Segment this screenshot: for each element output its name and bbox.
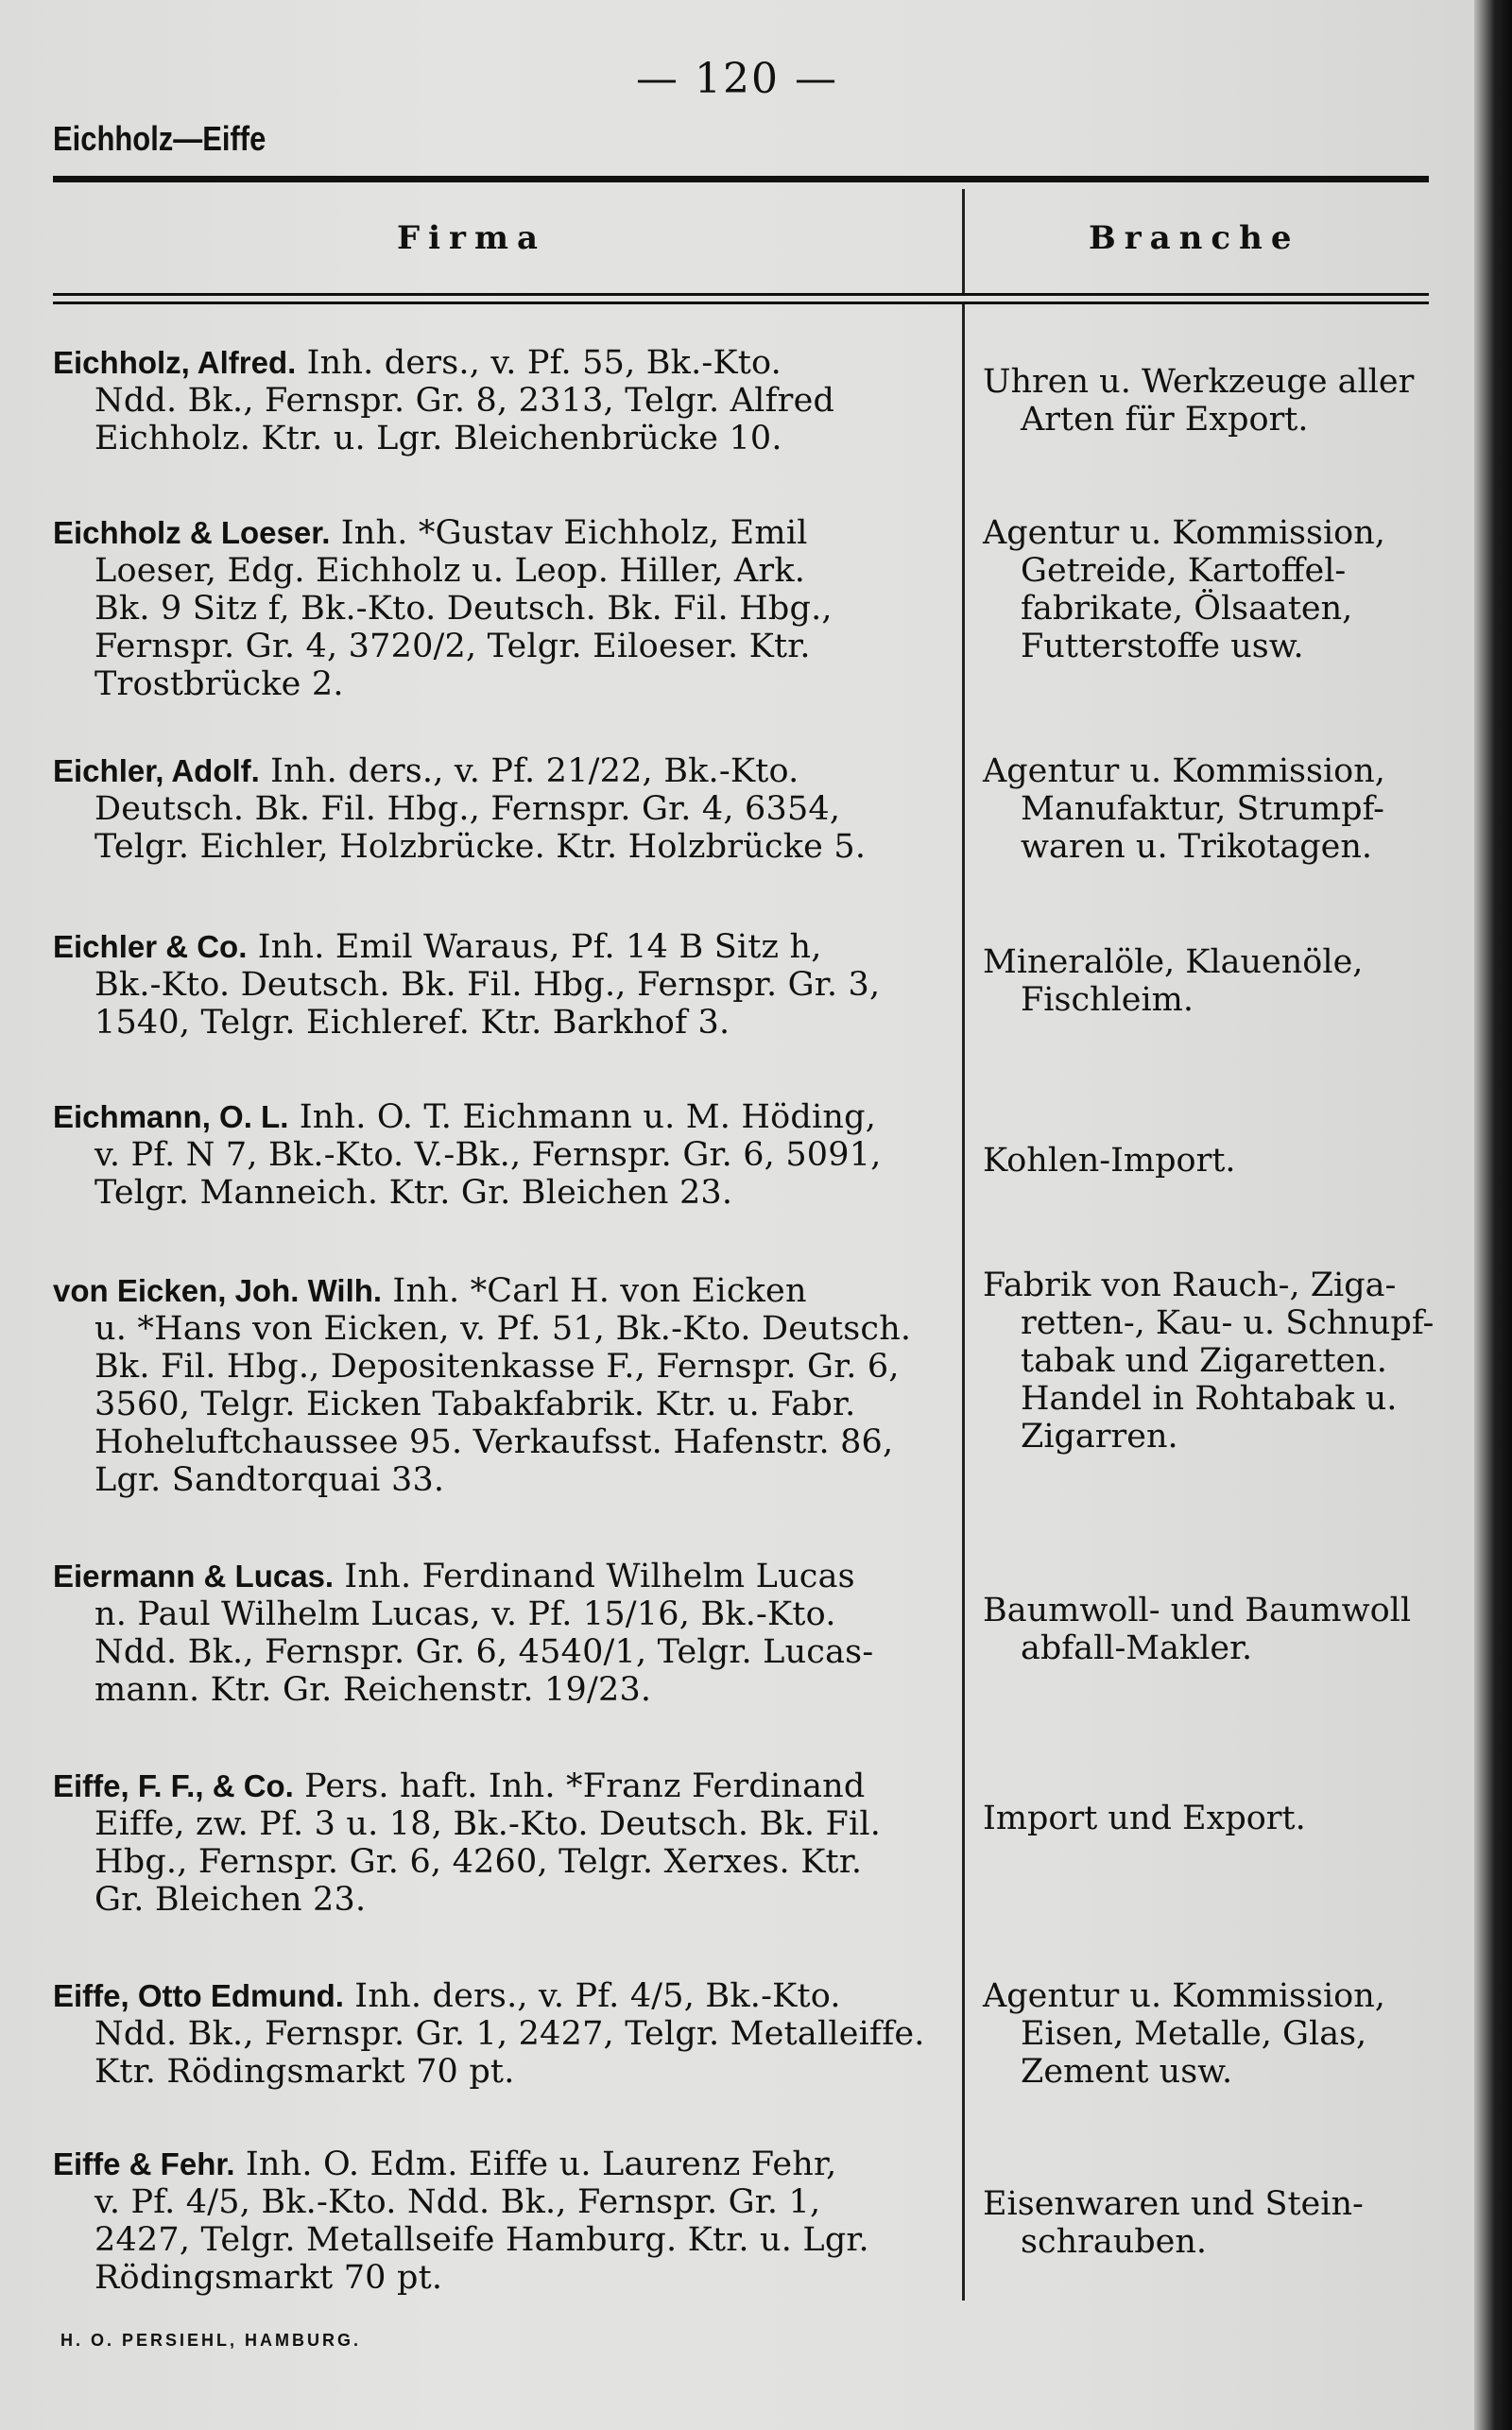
column-divider bbox=[962, 304, 965, 2301]
branche-text bbox=[983, 363, 1436, 439]
branche-line: schrauben. bbox=[1021, 2223, 1208, 2261]
firm-name: Eiffe, F. F., & Co. bbox=[53, 1768, 294, 1803]
entry-details: Inh. O. Edm. Eiffe u. Laurenz Fehr, bbox=[234, 2146, 837, 2183]
branche-line: Arten für Export. bbox=[1021, 401, 1309, 439]
branche-line: Baumwoll- und Baumwoll bbox=[983, 1592, 1412, 1629]
entry-details: Fernspr. Gr. 4, 3720/2, Telgr. Eiloeser. Ktr. bbox=[94, 628, 811, 665]
entry-details: Inh. *Gustav Eichholz, Emil bbox=[330, 514, 808, 552]
branche-text bbox=[983, 1977, 1436, 2091]
entry-details: Ndd. Bk., Fernspr. Gr. 8, 2313, Telgr. Alfred bbox=[94, 382, 835, 420]
directory-entry bbox=[53, 1767, 958, 1919]
firm-name: Eichholz & Loeser. bbox=[53, 515, 331, 550]
directory-entry bbox=[53, 1977, 958, 2091]
entry-details: 3560, Telgr. Eicken Tabakfabrik. Ktr. u. Fabr. bbox=[94, 1386, 856, 1423]
entry-details: 1540, Telgr. Eichleref. Ktr. Barkhof 3. bbox=[94, 1004, 730, 1042]
branche-line: retten-, Kau- u. Schnupf- bbox=[1021, 1304, 1435, 1342]
directory-entry bbox=[53, 514, 958, 703]
column-divider-header bbox=[962, 189, 965, 295]
branche-line: Agentur u. Kommission, bbox=[983, 752, 1385, 790]
page-number: — 120 — bbox=[636, 55, 838, 103]
branche-text bbox=[983, 514, 1436, 665]
branche-text bbox=[983, 1267, 1436, 1456]
entry-details: 2427, Telgr. Metallseife Hamburg. Ktr. u. Lgr. bbox=[94, 2221, 869, 2259]
printer-imprint: H. O. PERSIEHL, HAMBURG. bbox=[60, 2331, 362, 2350]
entry-details: Deutsch. Bk. Fil. Hbg., Fernspr. Gr. 4, 6354, bbox=[94, 790, 841, 828]
entry-details: Inh. Ferdinand Wilhelm Lucas bbox=[334, 1558, 855, 1595]
entry-details: Hbg., Fernspr. Gr. 6, 4260, Telgr. Xerxes. Ktr. bbox=[94, 1843, 863, 1881]
scan-edge bbox=[1474, 0, 1512, 2430]
entry-details: Ndd. Bk., Fernspr. Gr. 1, 2427, Telgr. Metalleiffe. bbox=[94, 2015, 925, 2053]
branche-line: Fabrik von Rauch-, Ziga- bbox=[983, 1267, 1397, 1304]
directory-entry bbox=[53, 928, 958, 1042]
firm-name: Eichmann, O. L. bbox=[53, 1099, 289, 1134]
branche-line: Fischleim. bbox=[1021, 981, 1194, 1019]
branche-line: tabak und Zigaretten. bbox=[1021, 1342, 1387, 1380]
entry-details: Telgr. Manneich. Ktr. Gr. Bleichen 23. bbox=[94, 1174, 733, 1212]
branche-text bbox=[983, 1142, 1436, 1180]
directory-entry bbox=[53, 1098, 958, 1212]
firm-name: Eichholz, Alfred. bbox=[53, 345, 297, 380]
firm-name: Eiffe & Fehr. bbox=[53, 2146, 235, 2181]
branche-text bbox=[983, 1592, 1436, 1667]
branche-line: Kohlen-Import. bbox=[983, 1142, 1236, 1180]
entry-details: Pers. haft. Inh. *Franz Ferdinand bbox=[293, 1767, 866, 1805]
branche-line: Manufaktur, Strumpf- bbox=[1021, 790, 1384, 828]
entry-details: n. Paul Wilhelm Lucas, v. Pf. 15/16, Bk.-Kto. bbox=[94, 1595, 836, 1633]
entry-details: Inh. ders., v. Pf. 55, Bk.-Kto. bbox=[296, 344, 782, 382]
branche-text bbox=[983, 1800, 1436, 1837]
firm-name: Eichler, Adolf. bbox=[53, 753, 260, 788]
entry-details: Bk.-Kto. Deutsch. Bk. Fil. Hbg., Fernspr. Gr. 3, bbox=[94, 966, 881, 1004]
entry-details: v. Pf. 4/5, Bk.-Kto. Ndd. Bk., Fernspr. Gr. 1, bbox=[94, 2183, 821, 2221]
firm-name: Eiermann & Lucas. bbox=[53, 1559, 335, 1594]
entry-details: Eichholz. Ktr. u. Lgr. Bleichenbrücke 10. bbox=[94, 420, 782, 457]
branche-line: Getreide, Kartoffel- bbox=[1021, 552, 1347, 590]
entry-details: Inh. ders., v. Pf. 4/5, Bk.-Kto. bbox=[343, 1977, 841, 2015]
entry-details: Rödingsmarkt 70 pt. bbox=[94, 2259, 443, 2297]
entry-details: Hoheluftchaussee 95. Verkaufsst. Hafenstr. 86, bbox=[94, 1423, 894, 1461]
firm-name: Eichler & Co. bbox=[53, 929, 248, 964]
column-header-branche: Branche bbox=[1089, 219, 1300, 257]
branche-line: Eisen, Metalle, Glas, bbox=[1021, 2015, 1367, 2053]
entry-details: Trostbrücke 2. bbox=[94, 665, 344, 703]
branche-line: Uhren u. Werkzeuge aller bbox=[983, 363, 1415, 401]
branche-line: Agentur u. Kommission, bbox=[983, 514, 1385, 552]
firm-name: Eiffe, Otto Edmund. bbox=[53, 1978, 344, 2013]
entry-details: Inh. ders., v. Pf. 21/22, Bk.-Kto. bbox=[259, 752, 799, 790]
entry-details: Inh. Emil Waraus, Pf. 14 B Sitz h, bbox=[247, 928, 822, 966]
entry-details: Bk. 9 Sitz f, Bk.-Kto. Deutsch. Bk. Fil. Hbg., bbox=[94, 590, 833, 628]
running-head: Eichholz—Eiffe bbox=[53, 119, 266, 158]
branche-line: Handel in Rohtabak u. bbox=[1021, 1380, 1398, 1418]
entry-details: u. *Hans von Eicken, v. Pf. 51, Bk.-Kto. Deutsch. bbox=[94, 1310, 912, 1348]
directory-entry bbox=[53, 2146, 958, 2297]
entry-details: Ktr. Rödingsmarkt 70 pt. bbox=[94, 2053, 515, 2091]
header-double-rule bbox=[53, 293, 1429, 304]
branche-line: abfall-Makler. bbox=[1021, 1629, 1253, 1667]
header-rule bbox=[53, 176, 1429, 182]
entry-details: Ndd. Bk., Fernspr. Gr. 6, 4540/1, Telgr. Lucas- bbox=[94, 1633, 874, 1671]
entry-details: Gr. Bleichen 23. bbox=[94, 1881, 367, 1919]
entry-details: Inh. O. T. Eichmann u. M. Höding, bbox=[288, 1098, 877, 1136]
branche-line: Futterstoffe usw. bbox=[1021, 628, 1304, 665]
entry-details: Loeser, Edg. Eichholz u. Leop. Hiller, Ark. bbox=[94, 552, 806, 590]
entry-details: Inh. *Carl H. von Eicken bbox=[382, 1272, 807, 1310]
branche-line: Zement usw. bbox=[1021, 2053, 1233, 2091]
branche-text bbox=[983, 752, 1436, 866]
branche-text bbox=[983, 2185, 1436, 2261]
entry-details: Telgr. Eichler, Holzbrücke. Ktr. Holzbrücke 5. bbox=[94, 828, 867, 866]
branche-text bbox=[983, 943, 1436, 1019]
entry-details: Eiffe, zw. Pf. 3 u. 18, Bk.-Kto. Deutsch. Bk. Fil. bbox=[94, 1805, 882, 1843]
firm-name: von Eicken, Joh. Wilh. bbox=[53, 1273, 383, 1308]
directory-entry bbox=[53, 752, 958, 866]
entry-details: v. Pf. N 7, Bk.-Kto. V.-Bk., Fernspr. Gr. 6, 5091, bbox=[94, 1136, 882, 1174]
entry-details: Bk. Fil. Hbg., Depositenkasse F., Fernspr. Gr. 6, bbox=[94, 1348, 900, 1386]
column-header-firma: Firma bbox=[397, 219, 546, 257]
branche-line: Mineralöle, Klauenöle, bbox=[983, 943, 1364, 981]
branche-line: Import und Export. bbox=[983, 1800, 1306, 1837]
entry-details: mann. Ktr. Gr. Reichenstr. 19/23. bbox=[94, 1671, 652, 1709]
branche-line: Zigarren. bbox=[1021, 1418, 1178, 1456]
branche-line: fabrikate, Ölsaaten, bbox=[1021, 590, 1353, 628]
branche-line: Eisenwaren und Stein- bbox=[983, 2185, 1364, 2223]
branche-line: waren u. Trikotagen. bbox=[1021, 828, 1372, 866]
entry-details: Lgr. Sandtorquai 33. bbox=[94, 1461, 445, 1499]
directory-entry bbox=[53, 1558, 958, 1709]
directory-entry bbox=[53, 344, 958, 457]
branche-line: Agentur u. Kommission, bbox=[983, 1977, 1385, 2015]
directory-entry bbox=[53, 1272, 958, 1499]
